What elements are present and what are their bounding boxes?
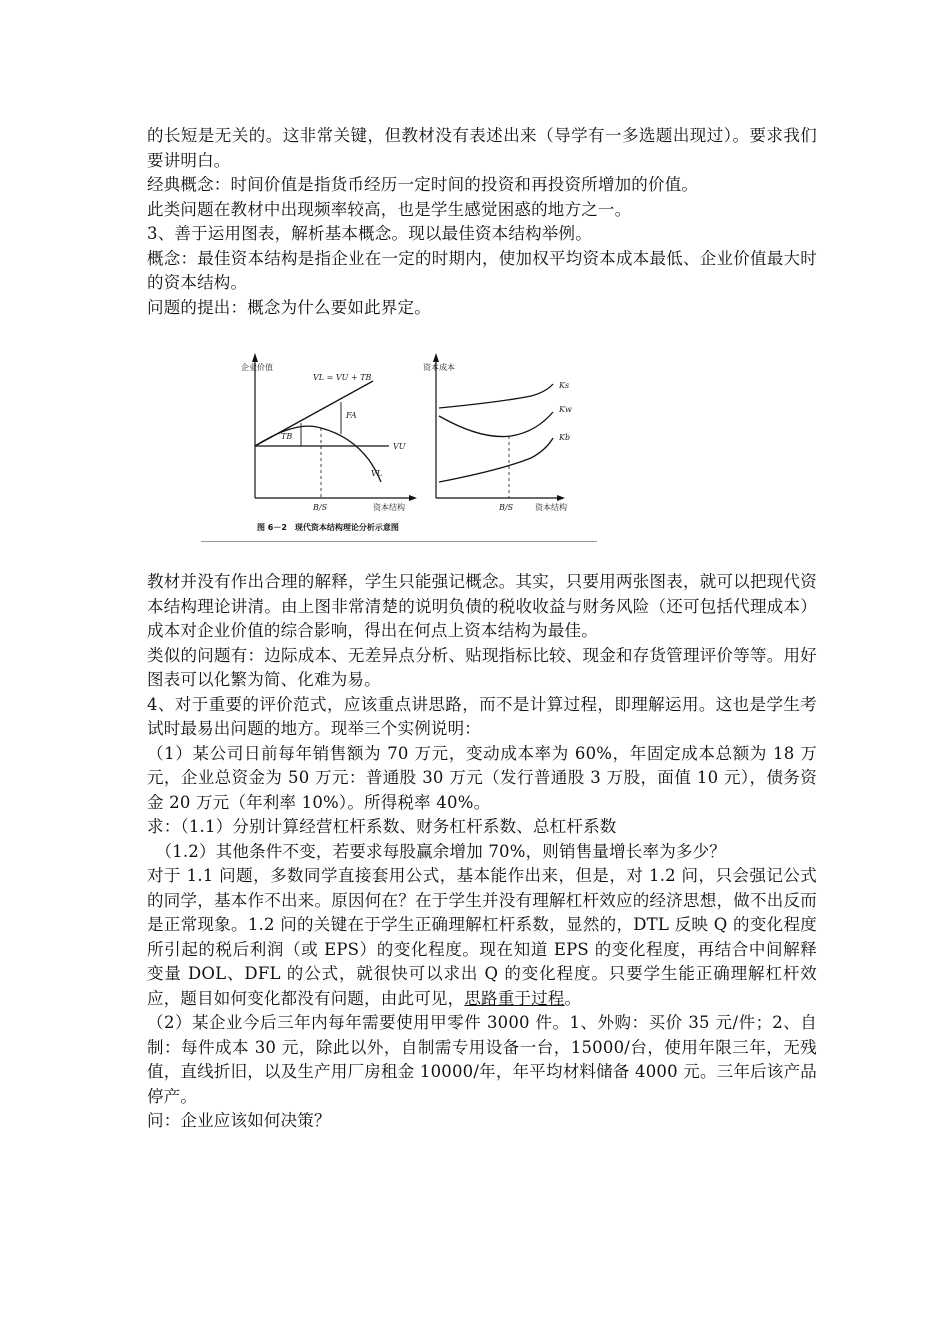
figure-caption: 图 6－2 现代资本结构理论分析示意图 — [257, 523, 399, 532]
paragraph: 此类问题在教材中出现频率较高，也是学生感觉困惑的地方之一。 — [147, 199, 632, 219]
paragraph: 经典概念：时间价值是指货币经历一定时间的投资和再投资所增加的价值。 — [147, 175, 699, 194]
left-tick-label: B/S — [313, 503, 328, 512]
kw-label: Kw — [559, 405, 572, 414]
kb-curve — [439, 438, 553, 482]
vl-label: VL — [371, 469, 383, 478]
ks-curve — [439, 384, 553, 408]
kw-curve — [439, 412, 553, 437]
paragraph: 问题的提出：概念为什么要如此界定。 — [147, 297, 431, 317]
paragraph: 类似的问题有：边际成本、无差异点分析、贴现指标比较、现金和存货管理评价等等。用好图表可以化繁为简、化难为易。 — [147, 645, 817, 689]
analysis-text: 对于 1.1 问题，多数同学直接套用公式，基本能作出来，但是，对 1.2 问，只会强记公式的同学，基本作不出来。原因何在？在于学生并没有理解杠杆效应的经济思想，做不出反而是正常现象。1.2 问的关键在于学生正确理解杠杆系数，显然的，DTL 反映 Q 的变化程度所引起的税后利润（或 EPS）的变化程度。现在知道 EPS 的变化程度，再结合中间解释变量 DOL、DFL 的公式，就很快可以求出 Q 的变化程度。只要学生能正确理解杠杆效应，题目如何变化都没有问题，由此可见， — [147, 866, 817, 1008]
paragraph: 求：（1.1）分别计算经营杠杆系数、财务杠杆系数、总杠杆系数 — [147, 817, 617, 836]
fa-label: FA — [346, 411, 357, 420]
analysis-tail: 。 — [564, 988, 582, 1008]
left-y-arrow — [252, 353, 258, 362]
vu-label: VU — [393, 442, 406, 451]
paragraph: （2）某企业今后三年内每年需要使用甲零件 3000 件。1、外购：买价 35 元/件；2、自制：每件成本 30 元，除此以外，自制需专用设备一台，15000/台，使用年限三年，无残值，直线折旧，以及生产用厂房租金 10000/年，年平均材料储备 4000 元。三年后该产品停产。 — [147, 1013, 817, 1106]
paragraph: 问：企业应该如何决策？ — [147, 1111, 331, 1130]
right-tick-label: B/S — [499, 503, 514, 512]
vl-actual-curve — [255, 426, 381, 482]
paragraph: 的长短是无关的。这非常关键，但教材没有表述出来（导学有一多选题出现过）。要求我们要讲明白。 — [147, 126, 817, 170]
paragraph: 概念：最佳资本结构是指企业在一定的时期内，使加权平均资本成本最低、企业价值最大时的资本结构。 — [147, 248, 817, 292]
paragraph: （1.2）其他条件不变，若要求每股赢余增加 70%，则销售量增长率为多少？ — [147, 841, 727, 861]
right-x-label: 资本结构 — [535, 503, 567, 512]
paragraph: 4、对于重要的评价范式，应该重点讲思路，而不是计算过程，即理解运用。这也是学生考试时最易出问题的地方。现举三个实例说明： — [147, 694, 817, 738]
figure-graphic — [201, 350, 601, 550]
ks-label: Ks — [559, 381, 570, 390]
kb-label: Kb — [559, 433, 571, 442]
left-y-label: 企业价值 — [241, 363, 273, 372]
left-x-arrow — [409, 495, 417, 501]
analysis-paragraph — [147, 864, 817, 1011]
right-x-arrow — [557, 495, 565, 501]
paragraph: 教材并没有作出合理的解释，学生只能强记概念。其实，只要用两张图表，就可以把现代资本结构理论讲清。由上图非常清楚的说明负债的税收收益与财务风险（还可包括代理成本）成本对企业价值的综合影响，得出在何点上资本结构为最佳。 — [147, 572, 817, 640]
document-page — [147, 124, 817, 1134]
formula-label: VL = VU + TB — [313, 373, 372, 382]
right-y-arrow — [433, 353, 439, 362]
paragraph: 3、善于运用图表，解析基本概念。现以最佳资本结构举例。 — [147, 224, 592, 243]
capital-structure-figure — [147, 320, 817, 570]
figure-divider — [201, 541, 597, 542]
right-y-label: 资本成本 — [423, 363, 455, 372]
underlined-emphasis: 思路重于过程 — [464, 988, 565, 1008]
paragraph: （1）某公司日前每年销售额为 70 万元，变动成本率为 60%，年固定成本总额为 18 万元，企业总资金为 50 万元：普通股 30 万元（发行普通股 3 万股，面值 10 元），债务资金 20 万元（年利率 10%）。所得税率 40%。 — [147, 743, 817, 812]
tb-label: TB — [281, 432, 293, 441]
left-x-label: 资本结构 — [373, 503, 405, 512]
